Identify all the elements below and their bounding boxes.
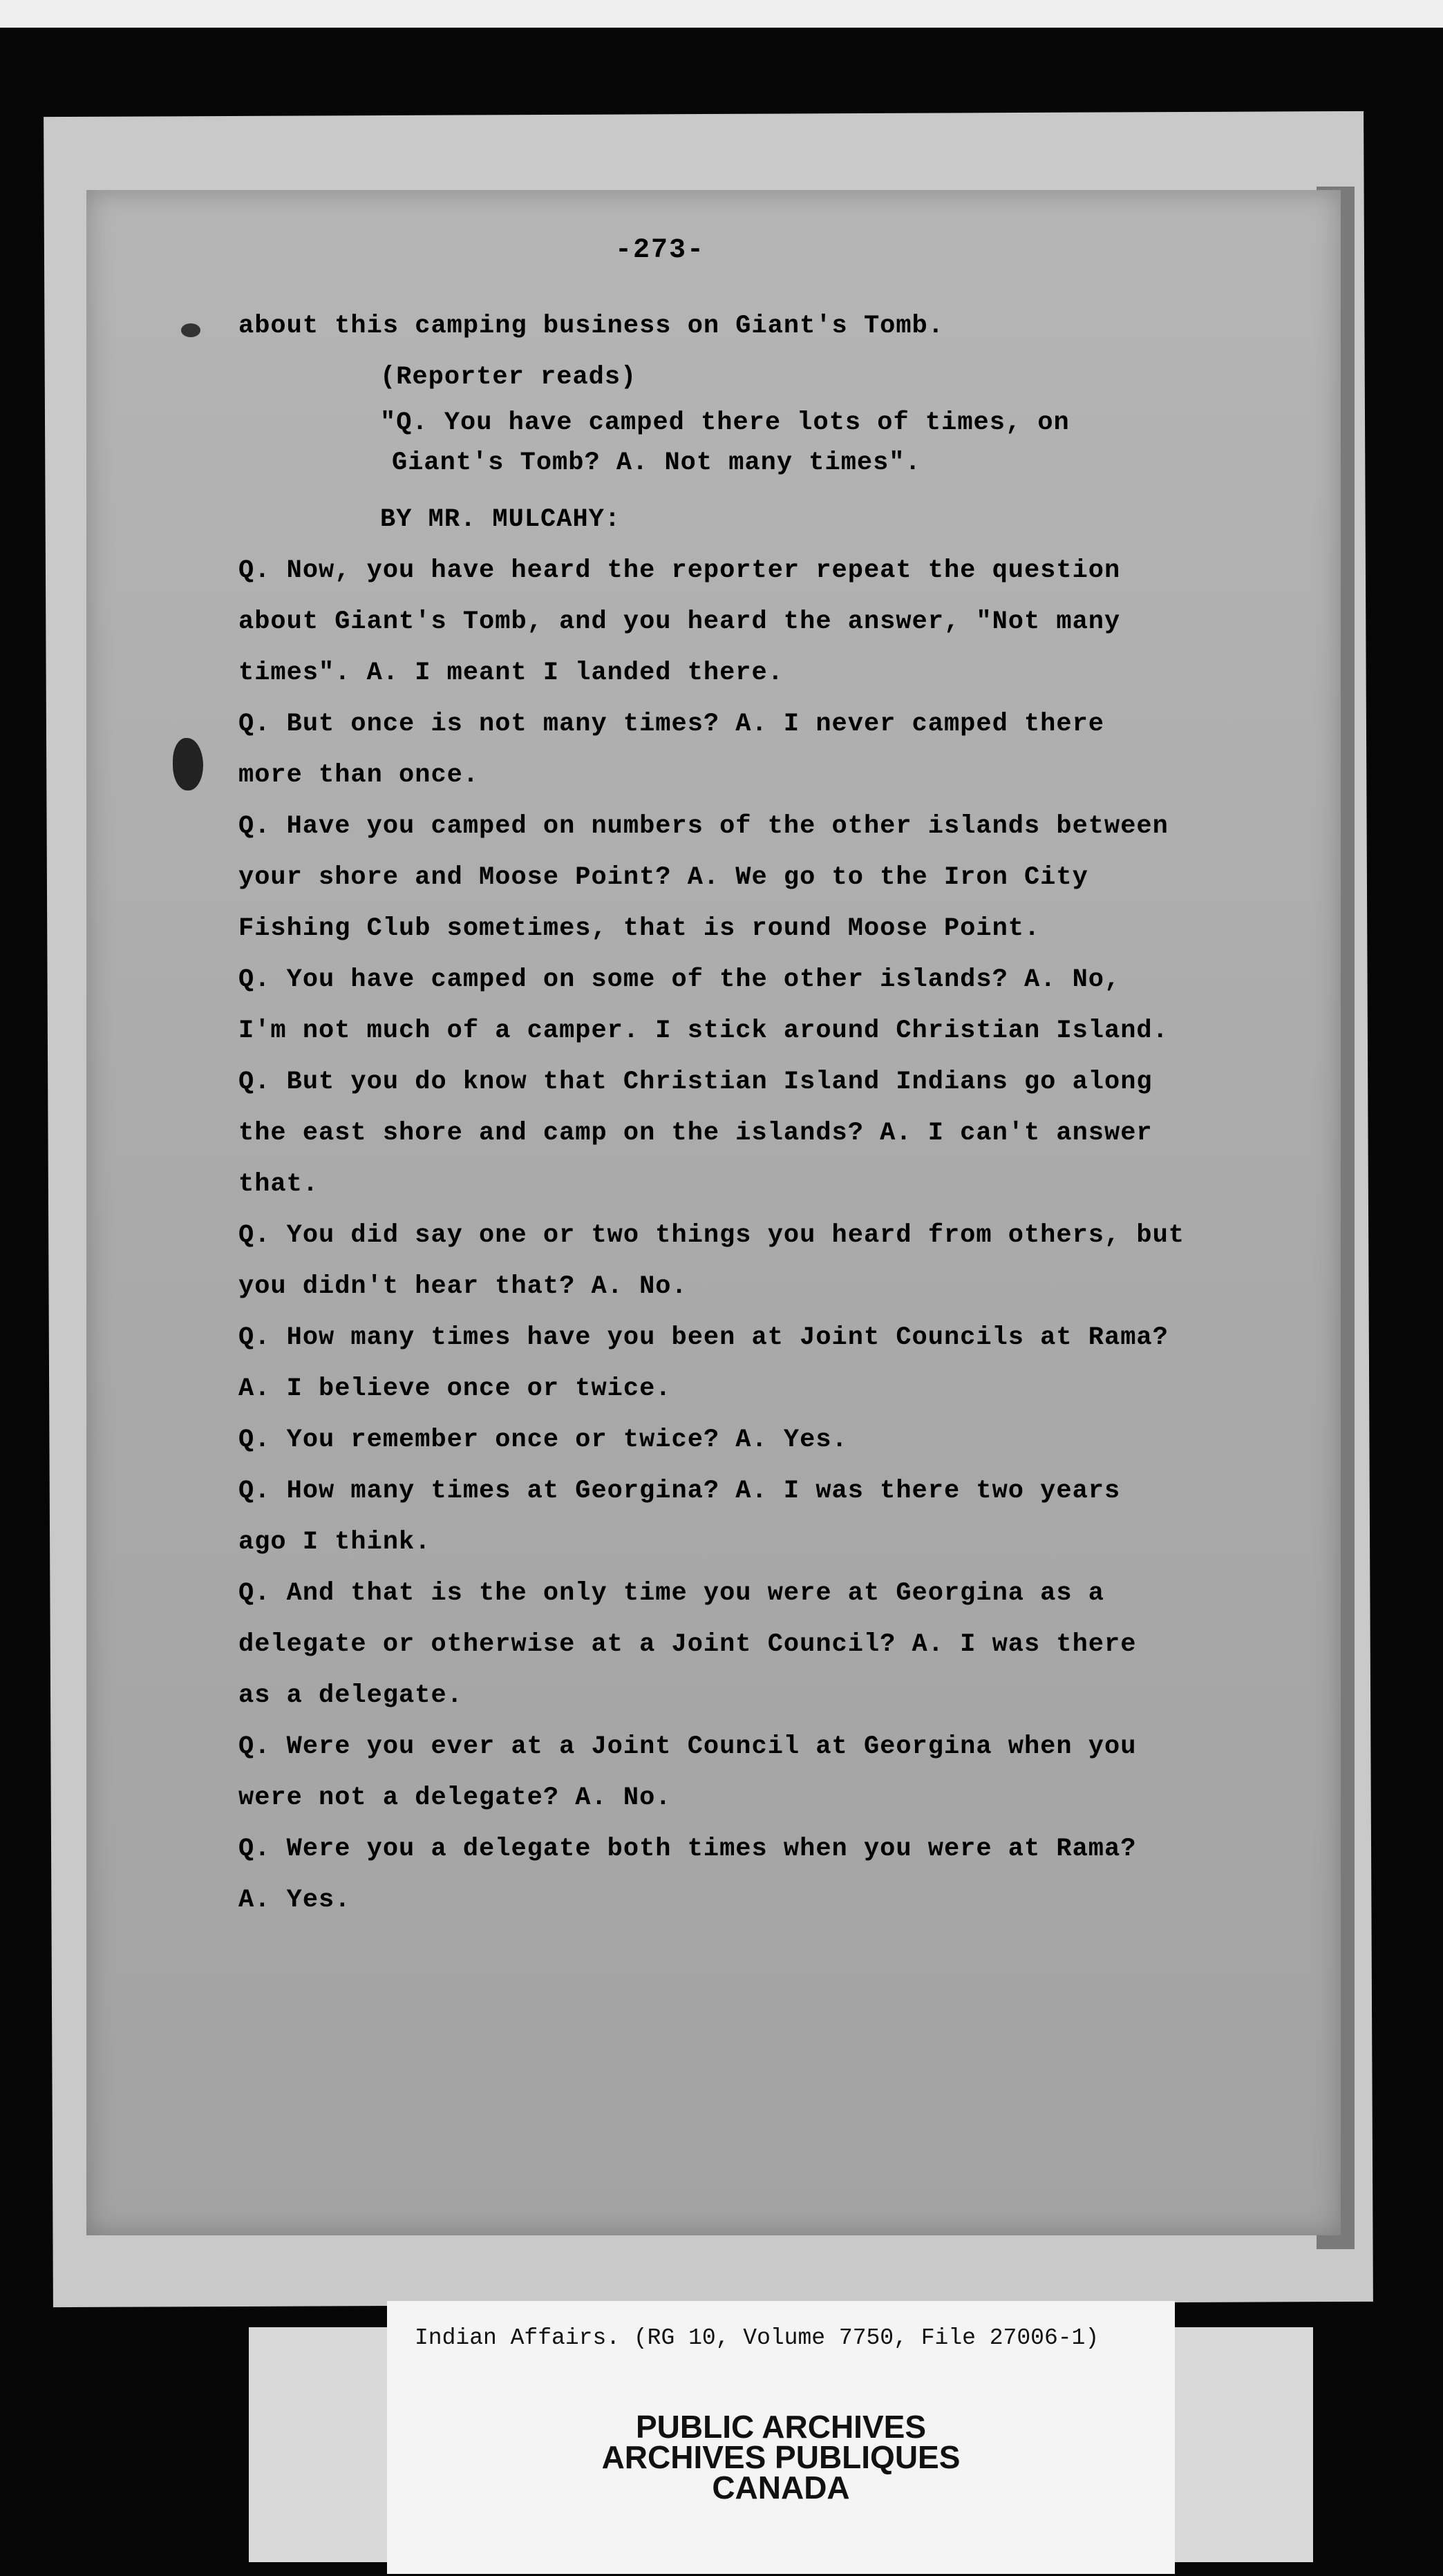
quoted-line: "Q. You have camped there lots of times, on: [380, 408, 1070, 437]
text-line: Q. Were you a delegate both times when you were at Rama?: [238, 1835, 1137, 1864]
text-line: times". A. I meant I landed there.: [238, 659, 784, 688]
text-line: Q. How many times at Georgina? A. I was there two years: [238, 1477, 1121, 1506]
text-line: about this camping business on Giant's Tomb.: [238, 312, 944, 341]
text-line: your shore and Moose Point? A. We go to the Iron City: [238, 863, 1088, 892]
text-line: that.: [238, 1170, 319, 1199]
archives-stamp-line: CANADA: [712, 2470, 850, 2506]
quoted-line: Giant's Tomb? A. Not many times".: [392, 448, 921, 477]
text-line: Q. You have camped on some of the other islands? A. No,: [238, 965, 1121, 994]
text-line: I'm not much of a camper. I stick around Christian Island.: [238, 1016, 1169, 1045]
ink-mark: [181, 323, 200, 337]
text-line: delegate or otherwise at a Joint Council? A. I was there: [238, 1630, 1137, 1659]
text-line: Q. And that is the only time you were at Georgina as a: [238, 1579, 1104, 1608]
text-line: as a delegate.: [238, 1681, 463, 1710]
text-line: A. Yes.: [238, 1886, 351, 1915]
text-line: Q. Were you ever at a Joint Council at Georgina when you: [238, 1732, 1137, 1761]
text-line: A. I believe once or twice.: [238, 1374, 672, 1403]
archives-stamp-line: ARCHIVES PUBLIQUES: [601, 2439, 961, 2475]
text-line: Q. You remember once or twice? A. Yes.: [238, 1426, 848, 1455]
text-line: Q. Now, you have heard the reporter repeat the question: [238, 556, 1121, 585]
archives-stamp-line: PUBLIC ARCHIVES: [636, 2409, 926, 2445]
text-line: about Giant's Tomb, and you heard the answer, "Not many: [238, 607, 1121, 636]
ink-blot: [173, 738, 203, 790]
text-line: the east shore and camp on the islands? A. I can't answer: [238, 1119, 1153, 1148]
archive-reference: Indian Affairs. (RG 10, Volume 7750, File 27006-1): [415, 2325, 1100, 2351]
text-line: Q. How many times have you been at Joint Councils at Rama?: [238, 1323, 1169, 1352]
text-line: Q. But you do know that Christian Island Indians go along: [238, 1068, 1153, 1097]
text-line: Q. You did say one or two things you heard from others, but: [238, 1221, 1185, 1250]
examiner-heading: BY MR. MULCAHY:: [380, 505, 621, 534]
text-line: were not a delegate? A. No.: [238, 1783, 672, 1812]
text-line: more than once.: [238, 761, 480, 790]
page-number: -273-: [615, 235, 706, 266]
scanner-top-strip: [0, 0, 1443, 28]
archives-stamp: [387, 2409, 1175, 2506]
text-line: Q. Have you camped on numbers of the other islands between: [238, 812, 1169, 841]
text-line: Q. But once is not many times? A. I never camped there: [238, 710, 1104, 739]
transcript-body: [238, 301, 1268, 1926]
text-line: Fishing Club sometimes, that is round Moose Point.: [238, 914, 1041, 943]
text-line: (Reporter reads): [380, 363, 637, 392]
text-line: ago I think.: [238, 1528, 431, 1557]
text-line: you didn't hear that? A. No.: [238, 1272, 688, 1301]
